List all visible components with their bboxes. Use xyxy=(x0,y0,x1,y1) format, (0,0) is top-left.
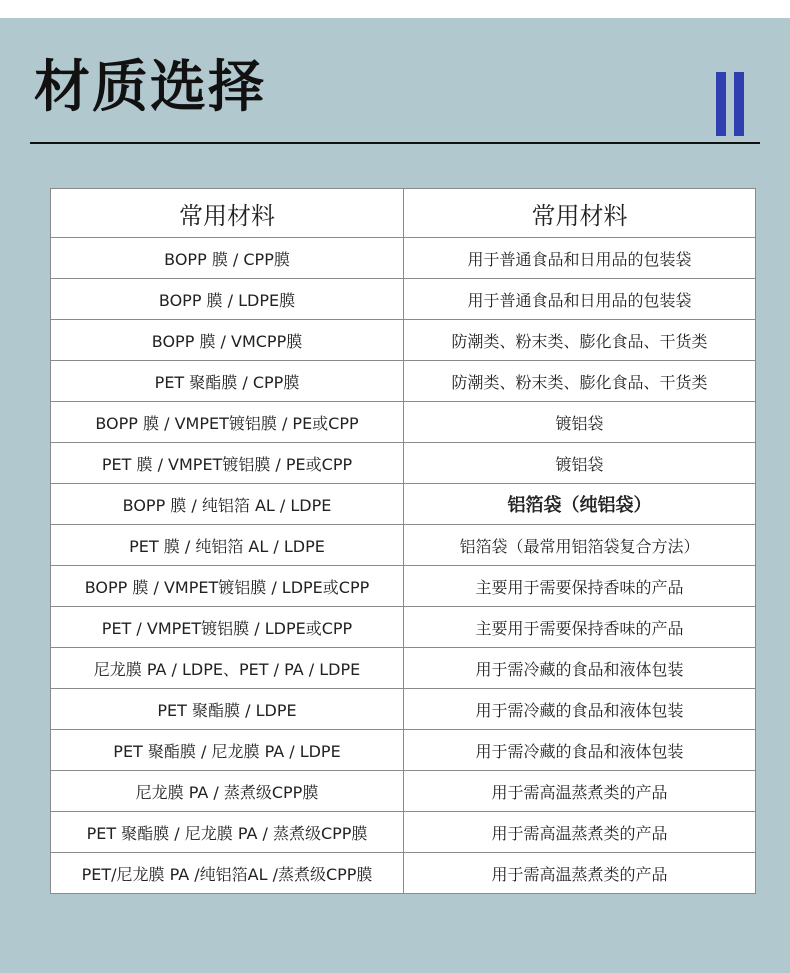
material-cell: 尼龙膜 PA / 蒸煮级CPP膜 xyxy=(51,771,404,812)
table-row xyxy=(51,771,756,812)
material-cell: PET 膜 / 纯铝箔 AL / LDPE xyxy=(51,525,404,566)
usage-cell: 镀铝袋 xyxy=(404,402,756,443)
table-row xyxy=(51,320,756,361)
table-row xyxy=(51,238,756,279)
usage-cell: 防潮类、粉末类、膨化食品、干货类 xyxy=(404,361,756,402)
table-row xyxy=(51,648,756,689)
material-cell: PET 膜 / VMPET镀铝膜 / PE或CPP xyxy=(51,443,404,484)
material-cell: BOPP 膜 / VMPET镀铝膜 / PE或CPP xyxy=(51,402,404,443)
double-vertical-bar-icon xyxy=(716,72,746,136)
material-cell: BOPP 膜 / 纯铝箔 AL / LDPE xyxy=(51,484,404,525)
usage-cell: 用于需高温蒸煮类的产品 xyxy=(404,812,756,853)
material-cell: PET 聚酯膜 / CPP膜 xyxy=(51,361,404,402)
material-cell: PET/尼龙膜 PA /纯铝箔AL /蒸煮级CPP膜 xyxy=(51,853,404,894)
table-row xyxy=(51,279,756,320)
usage-cell: 用于需冷藏的食品和液体包装 xyxy=(404,689,756,730)
material-cell: PET 聚酯膜 / 尼龙膜 PA / LDPE xyxy=(51,730,404,771)
usage-cell: 主要用于需要保持香味的产品 xyxy=(404,566,756,607)
usage-cell: 用于需冷藏的食品和液体包装 xyxy=(404,648,756,689)
table-body xyxy=(51,238,756,894)
material-cell: BOPP 膜 / CPP膜 xyxy=(51,238,404,279)
table-row xyxy=(51,525,756,566)
accent-bar-left xyxy=(716,72,726,136)
material-cell: PET 聚酯膜 / LDPE xyxy=(51,689,404,730)
table-row xyxy=(51,853,756,894)
usage-cell: 主要用于需要保持香味的产品 xyxy=(404,607,756,648)
material-cell: 尼龙膜 PA / LDPE、PET / PA / LDPE xyxy=(51,648,404,689)
table-row xyxy=(51,484,756,525)
material-cell: BOPP 膜 / VMCPP膜 xyxy=(51,320,404,361)
usage-cell: 用于需高温蒸煮类的产品 xyxy=(404,771,756,812)
table-row xyxy=(51,443,756,484)
table-row xyxy=(51,566,756,607)
usage-cell: 铝箔袋（最常用铝箔袋复合方法） xyxy=(404,525,756,566)
material-cell: PET / VMPET镀铝膜 / LDPE或CPP xyxy=(51,607,404,648)
title-underline xyxy=(30,142,760,144)
table-row xyxy=(51,402,756,443)
usage-cell: 镀铝袋 xyxy=(404,443,756,484)
usage-cell: 用于普通食品和日用品的包装袋 xyxy=(404,279,756,320)
usage-cell: 用于需冷藏的食品和液体包装 xyxy=(404,730,756,771)
table-row xyxy=(51,361,756,402)
table-row xyxy=(51,607,756,648)
material-cell: BOPP 膜 / LDPE膜 xyxy=(51,279,404,320)
top-white-strip xyxy=(0,0,790,18)
usage-cell: 用于普通食品和日用品的包装袋 xyxy=(404,238,756,279)
table-header-row xyxy=(51,189,756,238)
table-row xyxy=(51,730,756,771)
material-cell: BOPP 膜 / VMPET镀铝膜 / LDPE或CPP xyxy=(51,566,404,607)
materials-table xyxy=(50,188,756,894)
usage-cell: 铝箔袋（纯铝袋） xyxy=(404,484,756,525)
usage-cell: 防潮类、粉末类、膨化食品、干货类 xyxy=(404,320,756,361)
table-row xyxy=(51,689,756,730)
accent-bar-right xyxy=(734,72,744,136)
page-title: 材质选择 xyxy=(34,55,266,120)
column-header-usage: 常用材料 xyxy=(404,189,756,238)
table-row xyxy=(51,812,756,853)
usage-cell: 用于需高温蒸煮类的产品 xyxy=(404,853,756,894)
column-header-material: 常用材料 xyxy=(51,189,404,238)
material-cell: PET 聚酯膜 / 尼龙膜 PA / 蒸煮级CPP膜 xyxy=(51,812,404,853)
